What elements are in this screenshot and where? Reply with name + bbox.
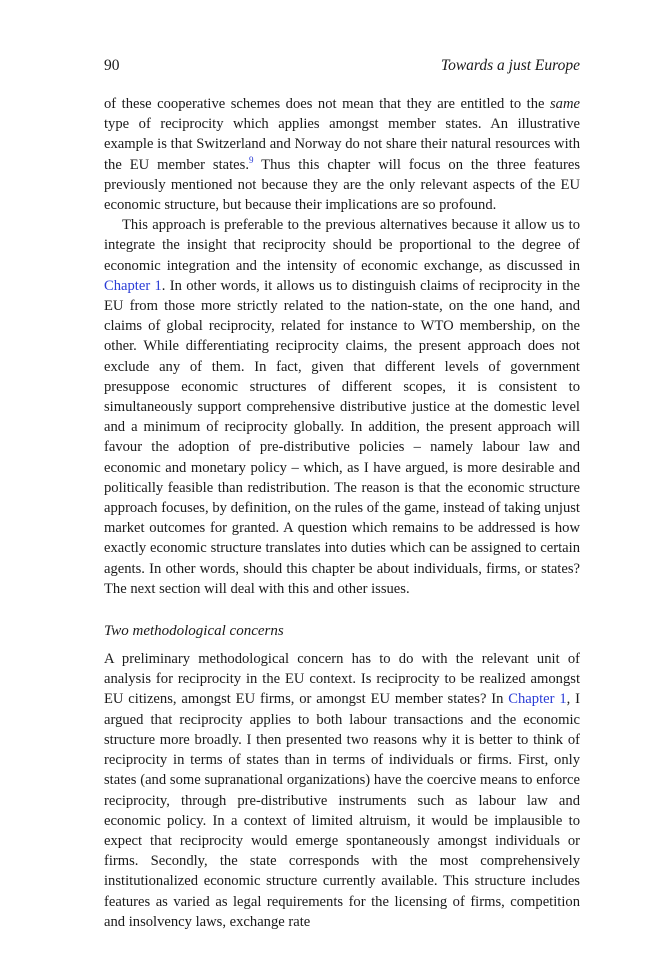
paragraph-text: . In other words, it allows us to distinguish claims of reciprocity in the EU from those more strictly related to the nation-state, on the one hand, and claims of global reciprocity, related for instance to WTO membership, on the other. While differentiating reciprocity claims, the present approach does not exclude any of them. In fact, given that different levels of government presuppose economic structures of different scopes, it is consistent to simultaneously support comprehensive distributive justice at the domestic level and a minimum of reciprocity globally. In addition, the present approach will favour the adoption of pre-distributive policies – namely labour law and economic and monetary policy – which, as I have argued, is more desirable and politically feasible than redistribution. The reason is that the economic structure approach focuses, by definition, on the rules of the game, instead of taking unjust market outcomes for granted. A question which remains to be addressed is how exactly economic structure translates into duties which can be assigned to certain agents. In other words, should this chapter be about individuals, firms, or states? The next section will deal with this and other issues.: [104, 277, 580, 597]
body-paragraph-3: [104, 649, 580, 932]
body-paragraph-1: [104, 94, 580, 215]
paragraph-text: This approach is preferable to the previous alternatives because it allow us to integrate the insight that reciprocity should be proportional to the degree of economic integration and the intensity of economic exchange, as discussed in: [104, 217, 580, 274]
running-header: [104, 56, 580, 76]
page-number: 90: [104, 57, 120, 74]
paragraph-text: A preliminary methodological concern has to do with the relevant unit of analysis for reciprocity in the EU context. Is reciprocity to be realized amongst EU citizens, amongst EU firms, or amongst EU member states? In: [104, 651, 580, 708]
section-heading: Two methodological concerns: [104, 623, 284, 640]
footnote-reference[interactable]: 9: [249, 154, 254, 165]
paragraph-text: type of reciprocity which applies amongst member states. An illustrative example is that Switzerland and Norway do not share their natural resources with the EU member states.: [104, 116, 580, 173]
paragraph-text: Thus this chapter will focus on the three features previously mentioned not because they are the only relevant aspects of the EU economic structure, but because their implications are so profound.: [104, 156, 580, 214]
paragraph-text: of these cooperative schemes does not mean that they are entitled to the: [104, 96, 550, 112]
paragraph-text: , I argued that reciprocity applies to both labour transactions and the economic structure more broadly. I then presented two reasons why it is better to think of reciprocity in terms of states than in terms of individuals or firms. First, only states (and some supranational organizations) have the coercive means to enforce reciprocity, through pre-distributive instruments such as labour law and economic policy. In a context of limited altruism, it would be implausible to expect that reciprocity would emerge spontaneously amongst individuals or firms. Secondly, the state corresponds with the most comprehensively institutionalized economic structure currently available. This structure includes features as varied as legal requirements for the licensing of firms, competition and insolvency laws, exchange rate: [104, 691, 580, 930]
emphasis-text: same: [550, 96, 580, 112]
body-paragraph-2: [104, 215, 580, 599]
chapter-link[interactable]: Chapter 1: [508, 691, 567, 708]
chapter-link[interactable]: Chapter 1: [104, 277, 162, 294]
running-title: Towards a just Europe: [440, 57, 580, 74]
book-page: [104, 56, 580, 932]
